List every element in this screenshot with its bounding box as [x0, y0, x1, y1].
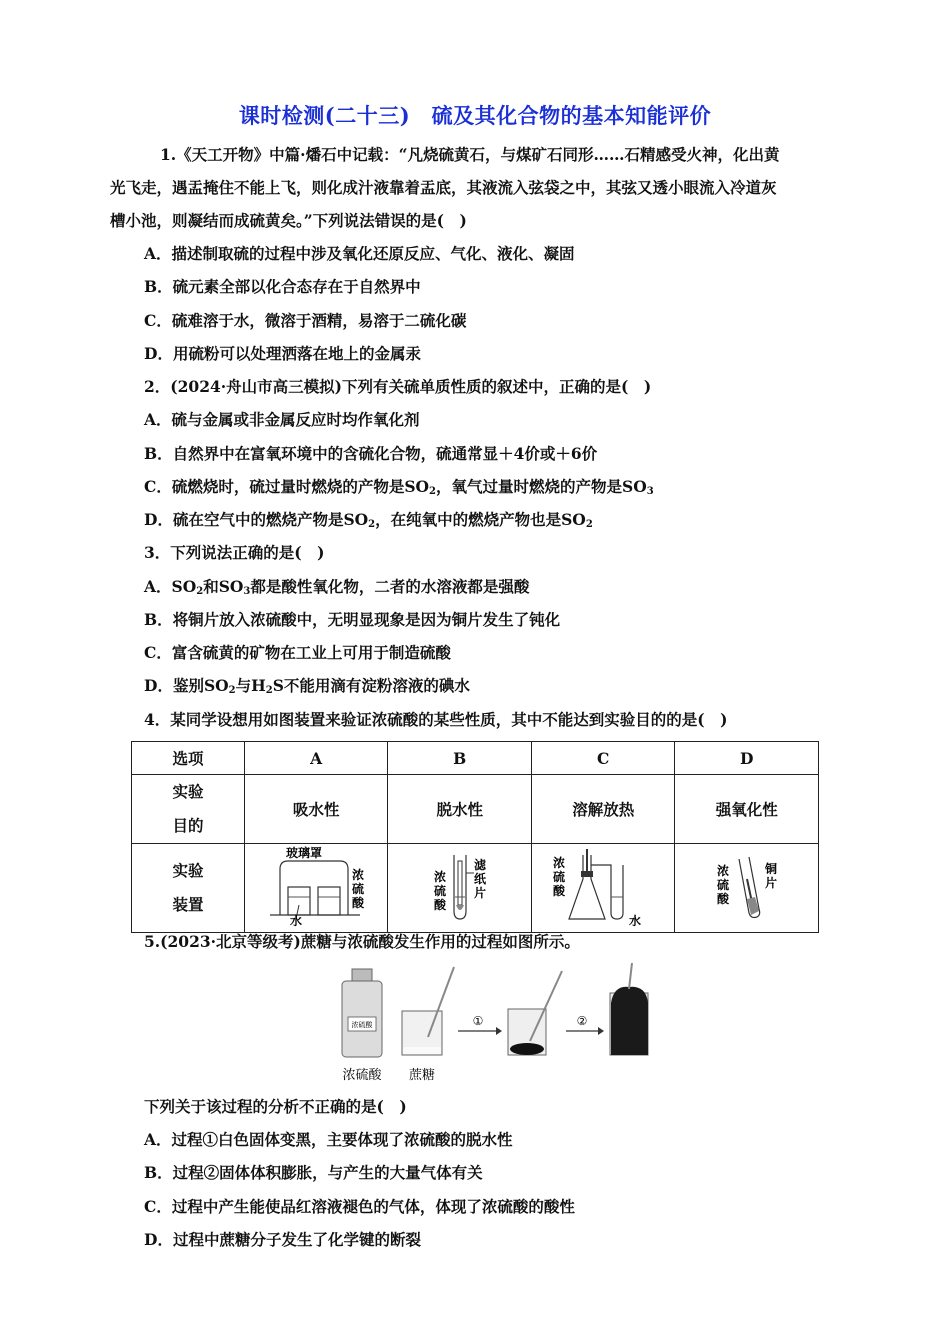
q1-stem-line3: 槽小池，则凝结而成硫黄矣。”下列说法错误的是( ): [110, 211, 467, 230]
q4-row-label-line: 实验: [172, 861, 204, 880]
q2-c-text2: ，氧气过量时燃烧的产物是SO: [436, 477, 647, 496]
fig-b-label: 纸: [473, 872, 486, 886]
q3-d-text3: S不能用滴有淀粉溶液的碘水: [272, 676, 470, 695]
q4-apparatus-a: [244, 844, 388, 933]
sucrose-reaction-figure: [330, 963, 660, 1088]
fig-a-label-top: 玻璃罩: [286, 846, 323, 860]
q5-option-c: C．过程中产生能使品红溶液褪色的气体，体现了浓硫酸的酸性: [144, 1197, 575, 1216]
q4-row-label: [132, 775, 245, 844]
q4-header-row: [132, 742, 819, 775]
q3-a-sub1: 2: [196, 586, 204, 597]
q3-option-a: [144, 576, 874, 603]
glass-cover-apparatus-figure: [256, 845, 376, 927]
q2-option-d: [144, 509, 874, 536]
q2-d-text1: D．硫在空气中的燃烧产物是SO: [144, 510, 369, 529]
beaker-caption: 蔗糖: [408, 1068, 436, 1083]
q2-option-c: [144, 476, 874, 503]
q2-c-sub2: 3: [646, 486, 654, 497]
q4-row-label-line: 实验: [172, 782, 204, 801]
q4-header-cell: C: [531, 742, 675, 775]
q4-purpose-cell: 溶解放热: [531, 775, 675, 844]
flask-u-tube-figure: [543, 845, 663, 927]
page-title: 课时检测(二十三) 硫及其化合物的基本知能评价: [238, 103, 712, 128]
fig-b-label: 硫: [433, 884, 446, 898]
q4-apparatus-d: [675, 844, 819, 933]
q3-a-text1: A．SO: [144, 577, 197, 596]
step2-label: ②: [576, 1014, 588, 1028]
fig-a-label: 浓: [352, 868, 365, 882]
bottle-label-text: 浓硫酸: [351, 1021, 373, 1029]
filter-paper-tube-figure: [400, 845, 520, 927]
step1-label: ①: [472, 1014, 484, 1028]
q4-purpose-cell: 吸水性: [244, 775, 388, 844]
fig-d-label: 酸: [716, 892, 729, 906]
q3-a-text3: 都是酸性氧化物，二者的水溶液都是强酸: [250, 577, 530, 596]
q4-apparatus-b: [388, 844, 532, 933]
fig-d-label: 片: [764, 876, 777, 890]
q1-stem-line1: 1.《天工开物》中篇·燔石中记载：“凡烧硫黄石，与煤矿石同形……石精感受火神，化出黄: [160, 145, 780, 164]
fig-b-label: 浓: [433, 870, 446, 884]
q4-apparatus-row: [132, 844, 819, 933]
q3-d-text2: 与H: [235, 676, 266, 695]
q5-question: 下列关于该过程的分析不正确的是( ): [144, 1097, 407, 1116]
q3-a-sub2: 3: [243, 586, 251, 597]
fig-c-label: 浓: [553, 856, 566, 870]
q4-apparatus-c: [531, 844, 675, 933]
q5-option-b: B．过程②固体体积膨胀，与产生的大量气体有关: [144, 1163, 483, 1182]
q3-a-text2: 和SO: [203, 577, 244, 596]
fig-b-label: 酸: [433, 898, 446, 912]
q3-d-sub1: 2: [228, 685, 236, 696]
q1-option-c: C．硫难溶于水，微溶于酒精，易溶于二硫化碳: [144, 311, 467, 330]
q3-d-text1: D．鉴别SO: [144, 676, 229, 695]
q1-option-d: D．用硫粉可以处理洒落在地上的金属汞: [144, 344, 421, 363]
fig-b-label: 片: [473, 886, 486, 900]
q4-header-cell: 选项: [132, 742, 245, 775]
fig-b-label: 滤: [473, 858, 486, 872]
q4-purpose-cell: 强氧化性: [675, 775, 819, 844]
q3-option-d: [144, 675, 874, 702]
q2-d-text2: ，在纯氧中的燃烧产物也是SO: [375, 510, 586, 529]
q2-option-a: A．硫与金属或非金属反应时均作氧化剂: [144, 410, 420, 429]
q4-purpose-row: [132, 775, 819, 844]
q1-option-b: B．硫元素全部以化合态存在于自然界中: [144, 277, 421, 296]
q5-stem: 5.(2023·北京等级考)蔗糖与浓硫酸发生作用的过程如图所示。: [144, 932, 580, 951]
fig-d-label: 硫: [716, 878, 729, 892]
q3-d-sub2: 2: [265, 685, 273, 696]
q4-purpose-cell: 脱水性: [388, 775, 532, 844]
q4-row-label-line: 装置: [172, 895, 204, 914]
q1-stem-line2: 光飞走，遇盂掩住不能上飞，则化成汁液靠着盂底，其液流入弦袋之中，其弦又透小眼流入冷道灰: [110, 178, 777, 197]
bottle-caption: 浓硫酸: [342, 1068, 382, 1083]
q4-row-label: [132, 844, 245, 933]
q5-option-d: D．过程中蔗糖分子发生了化学键的断裂: [144, 1230, 421, 1249]
q4-row-label-line: 目的: [172, 816, 204, 835]
q1-option-a: A．描述制取硫的过程中涉及氧化还原反应、气化、液化、凝固: [144, 244, 575, 263]
q2-d-sub2: 2: [585, 519, 593, 530]
fig-a-label: 酸: [352, 896, 365, 910]
q3-option-c: C．富含硫黄的矿物在工业上可用于制造硫酸: [144, 643, 451, 662]
q3-stem: 3．下列说法正确的是( ): [144, 543, 325, 562]
fig-c-label: 硫: [553, 870, 566, 884]
q4-header-cell: A: [244, 742, 388, 775]
fig-d-label: 铜: [764, 862, 777, 876]
q2-d-sub1: 2: [368, 519, 376, 530]
fig-a-label-bottom: 水: [290, 914, 303, 927]
q2-c-text1: C．硫燃烧时，硫过量时燃烧的产物是SO: [144, 477, 430, 496]
q2-stem: 2．(2024·舟山市高三模拟)下列有关硫单质性质的叙述中，正确的是( ): [144, 377, 652, 396]
q2-c-sub1: 2: [429, 486, 437, 497]
copper-tube-figure: [687, 845, 807, 927]
fig-c-label-bottom: 水: [629, 914, 642, 927]
fig-a-label: 硫: [352, 882, 365, 896]
q4-stem: 4．某同学设想用如图装置来验证浓硫酸的某些性质，其中不能达到实验目的的是( ): [144, 710, 728, 729]
q3-option-b: B．将铜片放入浓硫酸中，无明显现象是因为铜片发生了钝化: [144, 610, 561, 629]
q5-option-a: A．过程①白色固体变黑，主要体现了浓硫酸的脱水性: [144, 1130, 513, 1149]
q4-header-cell: D: [675, 742, 819, 775]
fig-c-label: 酸: [553, 884, 566, 898]
q2-option-b: B．自然界中在富氧环境中的含硫化合物，硫通常显＋4价或＋6价: [144, 444, 598, 463]
q4-table: [131, 741, 819, 933]
q4-header-cell: B: [388, 742, 532, 775]
fig-d-label: 浓: [716, 864, 729, 878]
